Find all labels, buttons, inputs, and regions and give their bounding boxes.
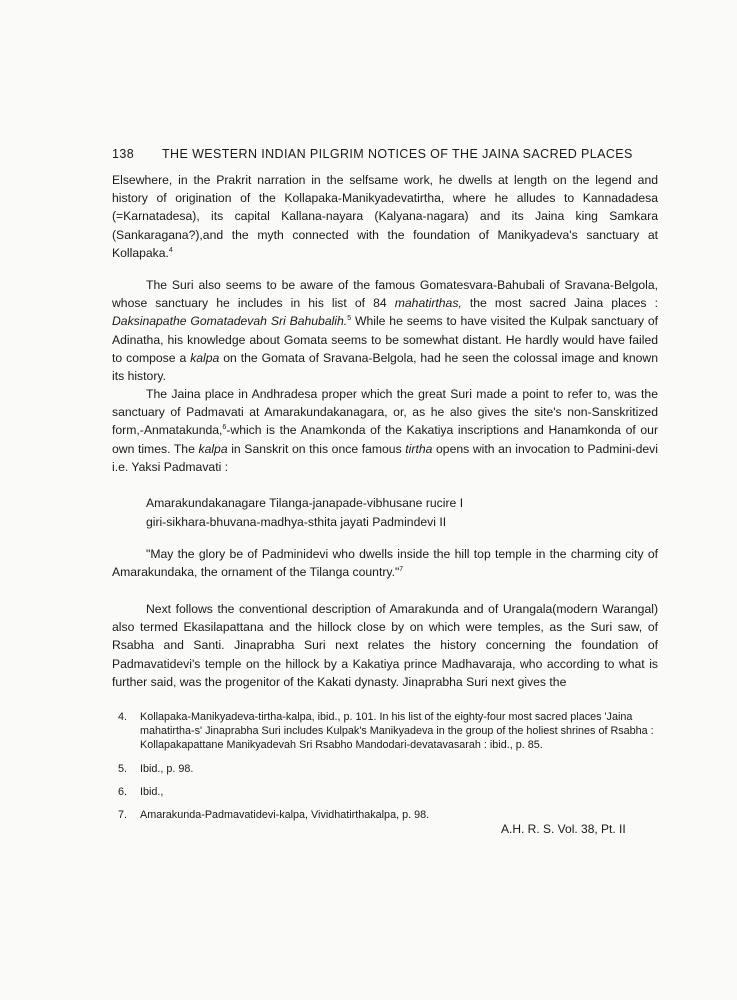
sanskrit-verse	[146, 494, 463, 531]
footnote-number: 6.	[118, 785, 128, 798]
paragraph-3-italic-tirtha: tirtha	[405, 441, 433, 456]
footnote-5	[118, 762, 658, 776]
verse-translation	[112, 545, 658, 581]
footnote-text: Kollapaka-Manikyadeva-tirtha-kalpa, ibid., p. 101. In his list of the eighty-four most sacred places 'Jaina mahatirtha-s' Jinaprabha Suri includes Kulpak's Manikyadeva in the group of the holiest shrines of Rsabha : Kollapakapattane Manikyadevah Sri Rsabho Mandodari-devatavasarah : ibid., p. 85.	[140, 711, 654, 752]
footnote-text: Ibid.,	[140, 785, 164, 798]
footnote-7	[118, 808, 658, 822]
paragraph-2-italic-kalpa: kalpa	[190, 350, 220, 365]
paragraph-3	[112, 385, 658, 476]
paragraph-2-italic-quote: Daksinapathe Gomatadevah Sri Bahubalih.	[112, 314, 348, 329]
footnote-6	[118, 785, 658, 799]
footnote-ref-5: 5	[347, 315, 352, 323]
paragraph-2-text-c: While he seems to have visited the Kulpak sanctuary of Adinatha, his knowledge about Gomata seems to be somewhat distant. He hardly would have failed to compose a	[112, 314, 658, 365]
footnotes	[118, 710, 658, 831]
paragraph-2-text-d: on the Gomata of Sravana-Belgola, had he seen the colossal image and known its history.	[112, 350, 658, 384]
footnote-number: 5.	[118, 762, 128, 775]
footnote-number: 7.	[118, 809, 128, 822]
verse-line-2: giri-sikhara-bhuvana-madhya-sthita jayati Padmindevi II	[146, 514, 447, 529]
paragraph-2-text-b: the most sacred Jaina places :	[461, 296, 658, 311]
footnote-4	[118, 710, 658, 753]
translation-text: "May the glory be of Padminidevi who dwells inside the hill top temple in the charming city of Amarakundaka, the ornament of the Tilanga country."	[112, 547, 658, 580]
paragraph-3-text-a: The Jaina place in Andhradesa proper which the great Suri made a point to refer to, was the sanctuary of Padmavati at Amarakundakanagara, or, as he also gives the site's non-Sanskritized form,-Anmatakunda,	[112, 387, 658, 438]
footnote-ref-4: 4	[168, 246, 173, 254]
paragraph-1	[112, 171, 658, 262]
verse-line-1: Amarakundakanagare Tilanga-janapade-vibhusane rucire I	[146, 496, 464, 510]
footnote-number: 4.	[118, 711, 128, 723]
journal-reference: A.H. R. S. Vol. 38, Pt. II	[501, 822, 626, 836]
paragraph-2-text-a: The Suri also seems to be aware of the famous Gomatesvara-Bahubali of Sravana-Belgola, whose sanctuary he includes in his list of 84	[112, 278, 658, 311]
paragraph-2-italic-mahatirthas: mahatirthas,	[394, 296, 462, 311]
page-number: 138	[112, 147, 135, 161]
footnote-text: Amarakunda-Padmavatidevi-kalpa, Vividhatirthakalpa, p. 98.	[140, 809, 430, 822]
paragraph-3-text-b: -which is the Anamkonda of the Kakatiya inscriptions and Hanamkonda of our own times. The	[112, 423, 658, 456]
footnote-text: Ibid., p. 98.	[140, 762, 194, 775]
footnote-ref-7: 7	[399, 566, 404, 574]
paragraph-4-text: Next follows the conventional description of Amarakunda and of Urangala(modern Warangal) also termed Ekasilapattana and the hillock close by on which were temples, as the Suri saw, of Rsabha and Santi. Jinaprabha Suri next relates the history concerning the foundation of Padmavatidevi's temple on the hillock by a Kakatiya prince Madhavaraja, who according to what is further said, was the progenitor of the Kakati dynasty. Jinaprabha Suri next gives the	[112, 602, 658, 689]
paragraph-4	[112, 600, 658, 691]
paragraph-3-text-c: in Sanskrit on this once famous	[227, 441, 406, 456]
paragraph-3-italic-kalpa: kalpa	[198, 441, 228, 456]
paragraph-2	[112, 276, 658, 385]
running-header	[112, 147, 632, 161]
paragraph-1-text: Elsewhere, in the Prakrit narration in the selfsame work, he dwells at length on the legend and history of origination of the Kollapaka-Manikyadevatirtha, where he alludes to Kannadadesa (=Karnatadesa), its capital Kallana-nayara (Kalyana-nagara) and its Jaina king Samkara (Sankaragana?),and the myth connected with the foundation of Manikyadeva's sanctuary at Kollapaka.	[112, 173, 658, 260]
paragraph-3-text-d: opens with an invocation to Padmini-devi i.e. Yaksi Padmavati :	[112, 441, 658, 474]
footnote-ref-6: 6	[222, 424, 227, 432]
running-title: THE WESTERN INDIAN PILGRIM NOTICES OF THE JAINA SACRED PLACES	[162, 147, 633, 161]
